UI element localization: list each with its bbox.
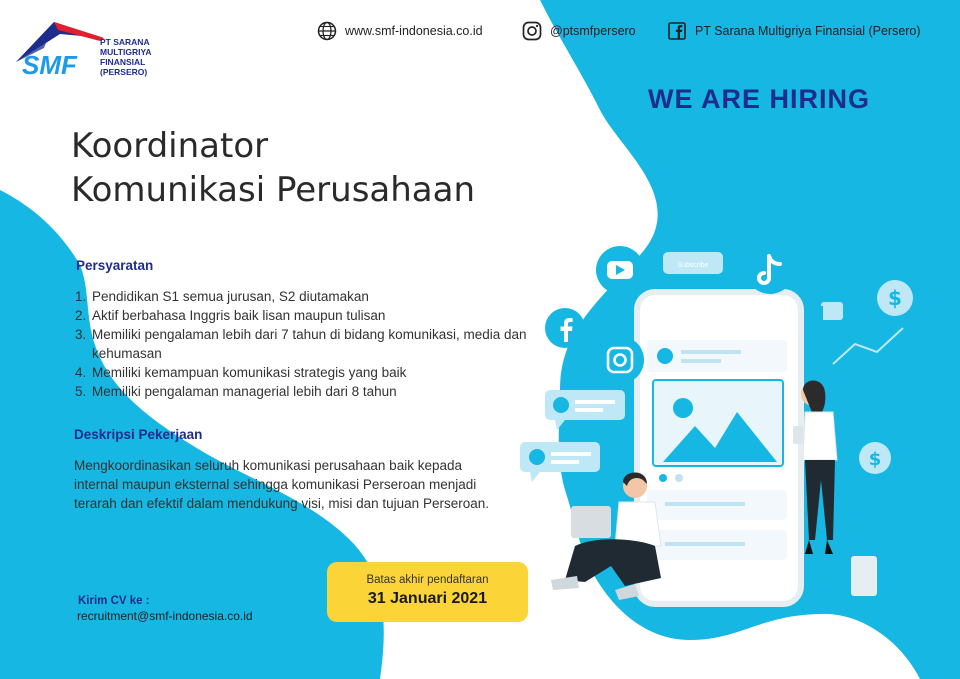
logo-text: SMF (22, 50, 77, 76)
hiring-headline: WE ARE HIRING (648, 84, 870, 114)
globe-icon (316, 20, 338, 42)
like-icon (817, 302, 843, 320)
subscribe-label: Subscribe (677, 262, 709, 269)
website-contact[interactable] (316, 20, 483, 42)
deadline-label: Batas akhir pendaftaran (366, 574, 489, 586)
recruitment-email[interactable]: recruitment@smf-indonesia.co.id (77, 609, 253, 623)
job-description-heading: Deskripsi Pekerjaan (74, 427, 203, 442)
job-title-line-1: Koordinator (71, 126, 269, 166)
facebook-icon (666, 20, 688, 42)
job-title (71, 124, 475, 212)
instagram-contact[interactable] (521, 20, 636, 42)
instagram-text: @ptsmfpersero (550, 24, 636, 38)
tiktok-icon (746, 246, 794, 294)
social-media-illustration (515, 240, 935, 610)
job-description-text: Mengkoordinasikan seluruh komunikasi perusahaan baik kepada internal maupun eksternal sehingga komunikasi Perseroan menjadi terarah dan efektif dalam mendukung visi, misi dan tujuan Perseroan. (74, 458, 489, 511)
deadline-date: 31 Januari 2021 (367, 590, 488, 607)
smf-logo-mark (14, 14, 104, 76)
deadline-badge (327, 562, 528, 622)
facebook-contact[interactable] (666, 20, 921, 42)
instagram-icon (596, 336, 644, 384)
requirement-item: 2. Aktif berbahasa Inggris baik lisan maupun tulisan (75, 308, 386, 323)
job-title-line-2: Komunikasi Perusahaan (71, 170, 476, 210)
facebook-icon (545, 308, 585, 348)
send-cv-label: Kirim CV ke : (78, 595, 150, 607)
svg-text:$: $ (868, 449, 882, 470)
facebook-text: PT Sarana Multigriya Finansial (Persero) (695, 24, 921, 38)
plant-decoration (847, 508, 884, 596)
youtube-icon (596, 246, 644, 294)
instagram-icon (521, 20, 543, 42)
website-text: www.smf-indonesia.co.id (345, 24, 483, 38)
requirement-item: 5. Memiliki pengalaman managerial lebih dari 8 tahun (75, 384, 397, 399)
svg-text:$: $ (888, 286, 902, 310)
requirements-heading: Persyaratan (76, 258, 154, 273)
man-figure (551, 473, 661, 601)
requirement-item: 1. Pendidikan S1 semua jurusan, S2 diutamakan (75, 289, 369, 304)
requirements-list (75, 287, 545, 401)
requirement-item: 4. Memiliki kemampuan komunikasi strategis yang baik (75, 365, 407, 380)
company-name: PT SARANA MULTIGRIYA FINANSIAL (PERSERO) (100, 37, 152, 77)
chat-user-icon (520, 390, 625, 482)
requirement-item: 3. Memiliki pengalaman lebih dari 7 tahun di bidang komunikasi, media dan kehumasan (75, 327, 527, 361)
growth-bars (827, 328, 909, 424)
